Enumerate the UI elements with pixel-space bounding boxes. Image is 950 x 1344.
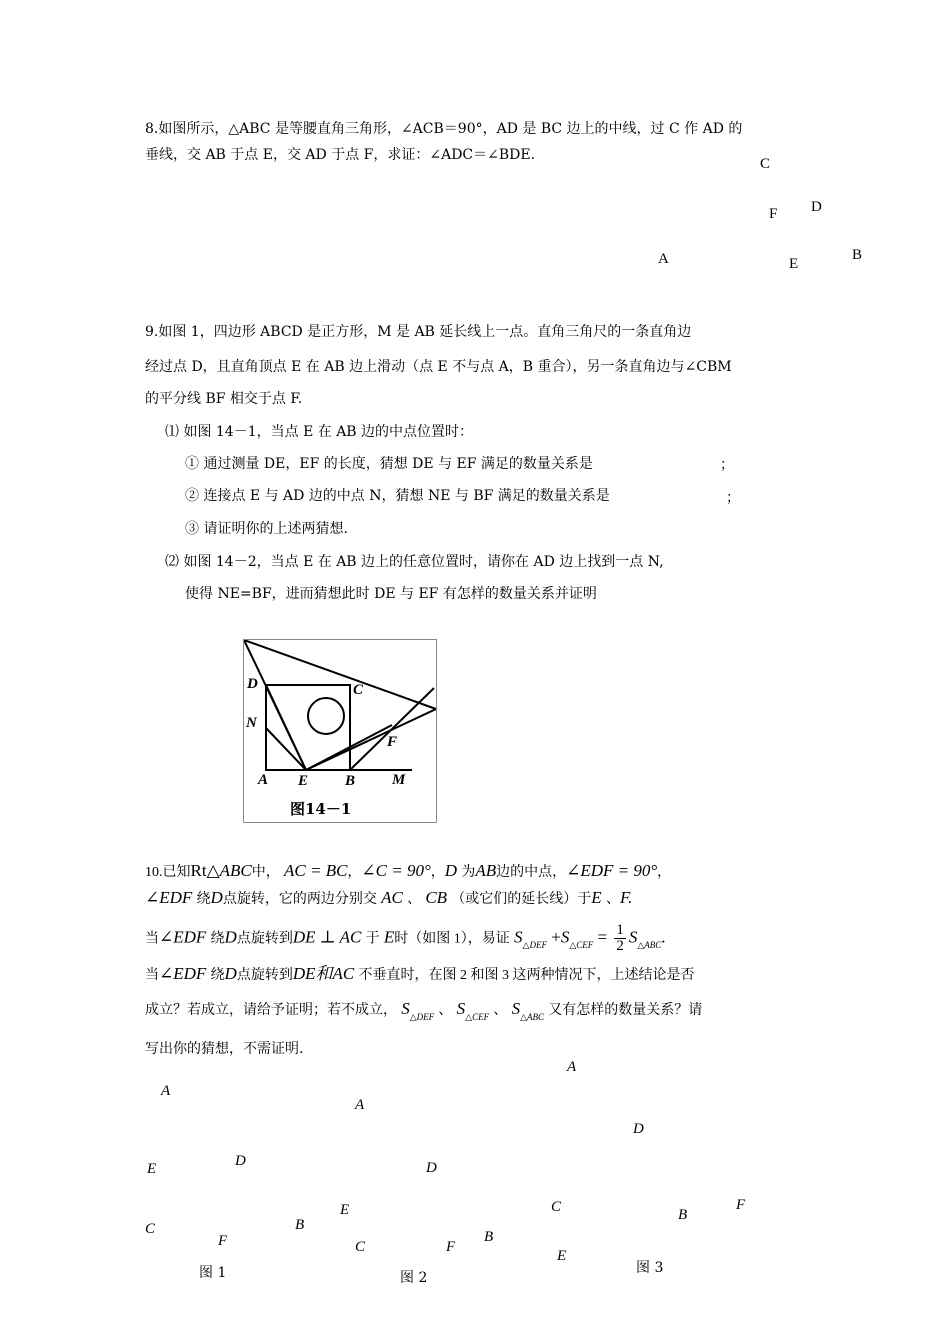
p8-line2: 垂线，交 AB 于点 E，交 AD 于点 F，求证：∠ADC＝∠BDE.: [145, 147, 536, 163]
p9-line3: 的平分线 BF 相交于点 F.: [145, 391, 303, 407]
p8-label-c: C: [760, 156, 771, 172]
p10-l5-sub-abc: △ABC: [520, 1012, 545, 1022]
fig14-label-e: E: [298, 773, 309, 789]
p10-l5-s-cef: S: [456, 999, 466, 1018]
square-abcd: [266, 685, 350, 770]
p9-line2: 经过点 D，且直角顶点 E 在 AB 边上滑动（点 E 不与点 A，B 重合），另一条直角边与∠CBM: [145, 359, 732, 375]
p10-plus: +: [551, 927, 561, 947]
p10-s-def: S: [514, 927, 523, 947]
p9-q1b-end: ；: [726, 490, 740, 506]
p10-tri-abc: △ABC: [206, 861, 252, 880]
p8-label-f: F: [769, 206, 778, 222]
p8-label-e: E: [789, 256, 799, 272]
fig14-label-n: N: [246, 715, 257, 731]
p10-frac-den: 2: [616, 938, 624, 954]
figure-14-1-drawing: [244, 640, 436, 822]
ruler-hole: [308, 698, 344, 734]
p10-l4-e: 点旋转到: [236, 968, 293, 983]
p10-l5-sub-cef: △CEF: [465, 1012, 490, 1022]
p10-l4-c: 绕: [210, 968, 225, 983]
p8-label-a: A: [658, 251, 669, 267]
p10-line2: [145, 889, 632, 909]
p9-q1: ⑴ 如图 14－1，当点 E 在 AB 边的中点位置时：: [165, 424, 474, 440]
p10-l2-a: ∠EDF: [145, 888, 193, 907]
fig3-label-a: A: [567, 1059, 577, 1075]
p10-l4-b: ∠EDF: [159, 964, 207, 983]
p8-label-b: B: [852, 247, 863, 263]
p10-l2-i: E: [591, 888, 602, 907]
p9-q1a-end: ；: [720, 457, 734, 473]
p10-l4-a: 当: [145, 968, 159, 983]
p10-l3-i: 时（如图 1），易证: [394, 931, 510, 947]
p10-frac-num: 1: [616, 922, 624, 938]
line-ne: [266, 728, 306, 770]
p8-label-d: D: [811, 199, 822, 215]
p10-line3: [145, 923, 666, 957]
p10-s-cef: S: [560, 927, 570, 947]
p10-l5-s-abc: S: [511, 999, 521, 1018]
p9-q1b: ② 连接点 E 与 AD 边的中点 N，猜想 NE 与 BF 满足的数量关系是: [185, 488, 610, 504]
p10-angle-c: ∠C = 90°: [361, 861, 431, 880]
p9-q2: ⑵ 如图 14－2，当点 E 在 AB 边上的任意位置时，请你在 AD 边上找到一点 N,: [165, 554, 664, 570]
p10-line1: [145, 862, 671, 882]
p10-l5-dun1: 、: [438, 1003, 453, 1018]
fig2-label-f: F: [446, 1239, 456, 1255]
figure-14-1: [243, 639, 437, 823]
line-de-2: [266, 685, 306, 770]
fig3-label-f: F: [736, 1197, 746, 1213]
p10-l2-k: F.: [619, 888, 633, 907]
p10-line4: [145, 965, 694, 985]
p9-q1c: ③ 请证明你的上述两猜想.: [185, 521, 348, 537]
p10-l2-g: CB: [425, 888, 448, 907]
fig1-label-e: E: [147, 1161, 157, 1177]
fig2-caption: 图 2: [400, 1270, 428, 1286]
p10-l5-sub-def: △DEF: [409, 1012, 435, 1022]
p10-rt: Rt: [190, 861, 207, 880]
fig14-caption: 图14－1: [290, 800, 352, 818]
p10-l3-f: DE ⊥ AC: [292, 927, 362, 947]
p10-l5-s-def: S: [401, 999, 410, 1018]
fig2-label-b: B: [484, 1229, 494, 1245]
p9-line1: 9.如图 1，四边形 ABCD 是正方形，M 是 AB 延长线上一点。直角三角尺的一条直角边: [145, 324, 692, 340]
p10-sub-cef: △CEF: [569, 940, 594, 951]
fig3-label-d: D: [633, 1121, 644, 1137]
p10-l5-b: 又有怎样的数量关系？请: [548, 1003, 703, 1018]
p10-dot: .: [661, 927, 666, 947]
p10-comma3: ，: [657, 865, 672, 880]
p10-s-abc: S: [628, 927, 638, 947]
p10-eq: =: [597, 927, 608, 947]
p10-l3-b: ∠EDF: [159, 927, 207, 947]
fig2-label-e: E: [340, 1202, 350, 1218]
p10-l3-e: 点旋转到: [236, 931, 293, 947]
p9-q1a: ① 通过测量 DE，EF 的长度，猜想 DE 与 EF 满足的数量关系是: [185, 456, 593, 472]
p10-angle-edf: ∠EDF = 90°: [566, 861, 658, 880]
p10-l3-h: E: [383, 927, 395, 947]
fig14-label-f: F: [387, 734, 398, 750]
fig1-label-a: A: [161, 1083, 171, 1099]
p10-l3-d: D: [224, 927, 237, 947]
p10-l3-a: 当: [145, 931, 159, 947]
p10-l3-c: 绕: [210, 931, 225, 947]
fig1-label-f: F: [218, 1233, 228, 1249]
p10-fraction-half: [614, 923, 626, 954]
p10-wei: 为: [461, 865, 476, 880]
p10-d: D: [444, 861, 458, 880]
p10-line6: 写出你的猜想，不需证明.: [145, 1041, 304, 1057]
p10-num: 10.已知: [145, 865, 191, 880]
p10-l2-c: D: [210, 888, 223, 907]
fig14-label-m: M: [392, 772, 406, 788]
fig2-label-a: A: [355, 1097, 365, 1113]
p10-l2-b: 绕: [196, 892, 211, 907]
fig14-label-d: D: [247, 676, 258, 692]
p10-l3-g: 于: [365, 931, 380, 947]
fig1-label-b: B: [295, 1217, 305, 1233]
p10-l2-h: （或它们的延长线）于: [451, 892, 592, 907]
p10-l2-d: 点旋转，它的两边分别交: [222, 892, 377, 907]
p10-l2-j: 、: [605, 892, 620, 907]
p10-l4-f: DE和AC: [292, 964, 355, 983]
p10-l4-g: 不垂直时，在图 2 和图 3 这两种情况下，上述结论是否: [358, 968, 695, 983]
p9-q2b: 使得 NE=BF，进而猜想此时 DE 与 EF 有怎样的数量关系并证明: [185, 586, 597, 602]
p10-l4-d: D: [224, 964, 237, 983]
fig3-caption: 图 3: [636, 1260, 664, 1276]
fig14-label-c: C: [353, 682, 364, 698]
p10-comma2: ，: [430, 865, 445, 880]
fig3-label-c: C: [551, 1199, 562, 1215]
p10-ab: AB: [475, 861, 497, 880]
fig1-caption: 图 1: [199, 1265, 227, 1281]
p10-comma1: ，: [347, 865, 362, 880]
p10-l5-a: 成立？若成立，请给予证明；若不成立，: [145, 1003, 397, 1018]
fig3-label-e: E: [557, 1248, 567, 1264]
p10-line5: [145, 996, 702, 1030]
p10-ac-bc: AC = BC: [284, 861, 348, 880]
p10-edge-mid: 边的中点，: [496, 865, 567, 880]
fig2-label-d: D: [426, 1160, 437, 1176]
bisector-bf: [350, 688, 434, 770]
p8-line1: 8.如图所示，△ABC 是等腰直角三角形，∠ACB＝90°，AD 是 BC 边上的中线，过 C 作 AD 的: [145, 121, 743, 137]
fig1-label-c: C: [145, 1221, 156, 1237]
p10-l2-f: 、: [407, 892, 422, 907]
fig3-label-b: B: [678, 1207, 688, 1223]
p10-sub-abc: △ABC: [637, 940, 662, 951]
fig14-label-b: B: [345, 773, 356, 789]
fig14-label-a: A: [258, 772, 269, 788]
p10-l5-dun2: 、: [493, 1003, 508, 1018]
fig2-label-c: C: [355, 1239, 366, 1255]
p10-mid: 中，: [251, 865, 280, 880]
fig1-label-d: D: [235, 1153, 246, 1169]
p10-l2-e: AC: [381, 888, 403, 907]
p10-sub-def: △DEF: [522, 940, 547, 951]
